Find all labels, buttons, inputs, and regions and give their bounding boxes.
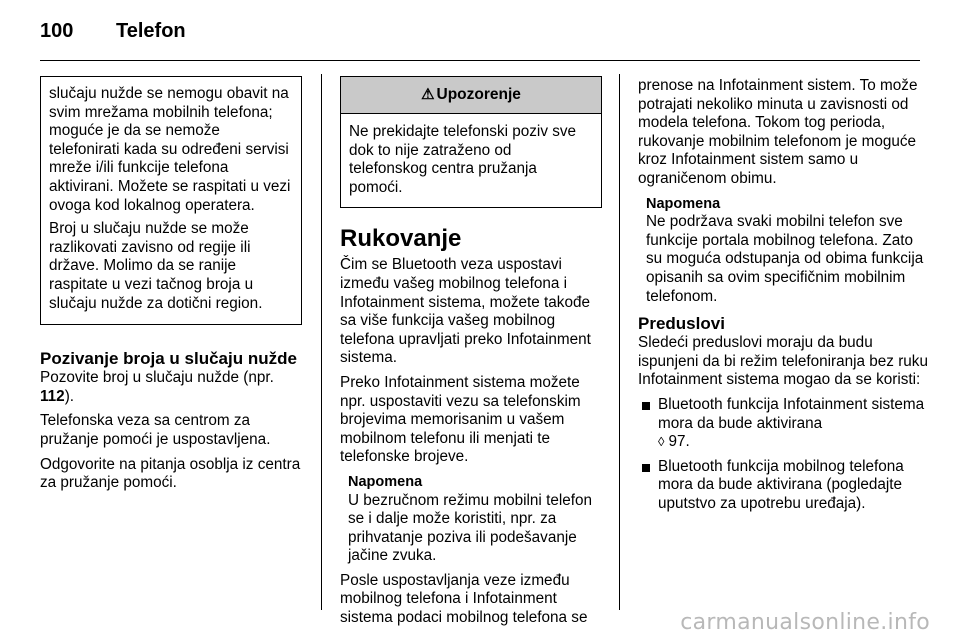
page-title: Telefon [116, 20, 186, 42]
header-divider [40, 60, 920, 61]
page-number: 100 [40, 20, 74, 42]
note-heading: Napomena [348, 473, 423, 490]
column-divider [619, 74, 620, 610]
note-text: U bezručnom režimu mobilni telefon se i dalje može koristiti, npr. za prihvatanje poziva ili podešavanje jačine zvuka. [348, 491, 593, 565]
warning-header [341, 77, 601, 114]
paragraph: Telefonska veza sa centrom za pružanje pomoći je uspostavljena. [40, 412, 271, 448]
notice-paragraph: Broj u slučaju nužde se može razlikovati zavisno od regije ili države. Molimo da se ranije raspitate u vezi tačnog broja u slučaju nužde za dotični region. [49, 220, 263, 312]
paragraph: Sledeći preduslovi moraju da budu ispunjeni da bi režim telefoniranja bez ruku Infotainment sistema mogao da se koristi: [638, 334, 928, 389]
warning-text: Ne prekidajte telefonski poziv sve dok to nije zatraženo od telefonskog centra pružanja pomoći. [349, 123, 577, 196]
list-item-text: Bluetooth funkcija Infotainment sistema mora da bude aktivirana [658, 395, 925, 432]
page-reference[interactable]: 97. [668, 433, 690, 451]
list-item [638, 396, 928, 452]
warning-triangle-icon: ⚠ [421, 86, 435, 103]
column-3 [638, 77, 928, 519]
paragraph: Posle uspostavljanja veze između mobilnog telefona i Infotainment sistema podaci mobilnog telefona se [340, 571, 588, 627]
page-header [40, 20, 186, 43]
note-text: Ne podržava svaki mobilni telefon sve funkcije portala mobilnog telefona. Zato su moguća odstupanja od obima funkcija opisanih sa ovim specifičnim mobilnim telefonom. [646, 213, 924, 305]
note-block [646, 195, 928, 307]
list-item-text: Bluetooth funkcija mobilnog telefona mora da bude aktivirana (pogledajte uputstvo za upotrebu uređaja). [658, 457, 904, 512]
section-heading: Preduslovi [638, 314, 725, 334]
paragraph: prenose na Infotainment sistem. To može potrajati nekoliko minuta u zavisnosti od modela telefona. Tokom tog perioda, rukovanje mobilnim telefonom je moguće kroz Infotainment sistem samo u ograničenom obimu. [638, 77, 918, 187]
paragraph-text: Pozovite broj u slučaju nužde (npr. [40, 369, 274, 387]
paragraph-text: ). [64, 387, 75, 405]
bullet-square-icon [642, 464, 650, 472]
column-2 [340, 74, 602, 634]
section-heading: Pozivanje broja u slučaju nužde [40, 349, 297, 369]
bullet-square-icon [642, 402, 650, 410]
page-reference-arrow-icon: ◊ [658, 434, 665, 450]
paragraph: Odgovorite na pitanja osoblja iz centra za pružanje pomoći. [40, 455, 301, 492]
watermark: carmanualsonline.info [680, 610, 930, 635]
warning-title: Upozorenje [436, 86, 521, 103]
note-block [348, 473, 602, 566]
column-divider [321, 74, 322, 610]
list-item [638, 458, 928, 514]
section-heading: Rukovanje [340, 225, 462, 253]
paragraph: Čim se Bluetooth veza uspostavi između vašeg mobilnog telefona i Infotainment sistema, možete takođe sa više funkcija vašeg mobilnog telefona upravljati preko Infotainment sistema. [340, 256, 591, 367]
column-1 [40, 74, 302, 499]
paragraph: Preko Infotainment sistema možete npr. uspostaviti vezu sa telefonskim brojevima memorisanim u vašem mobilnom telefonu ili menjati te telefonske brojeve. [340, 373, 581, 466]
notice-paragraph: slučaju nužde se nemogu obavit na svim mrežama mobilnih telefona; moguće je da se nemože telefonirati kada su određeni servisi mreže i/ili funkcije telefona aktivirani. Možete se raspitati u vezi ovoga kod lokalnog operatera. [49, 85, 291, 214]
emergency-notice-box [40, 76, 302, 325]
paragraph [40, 369, 302, 406]
prerequisite-list [638, 396, 928, 514]
note-heading: Napomena [646, 195, 721, 212]
page-reference: 112 [40, 387, 65, 405]
warning-box [340, 76, 602, 208]
